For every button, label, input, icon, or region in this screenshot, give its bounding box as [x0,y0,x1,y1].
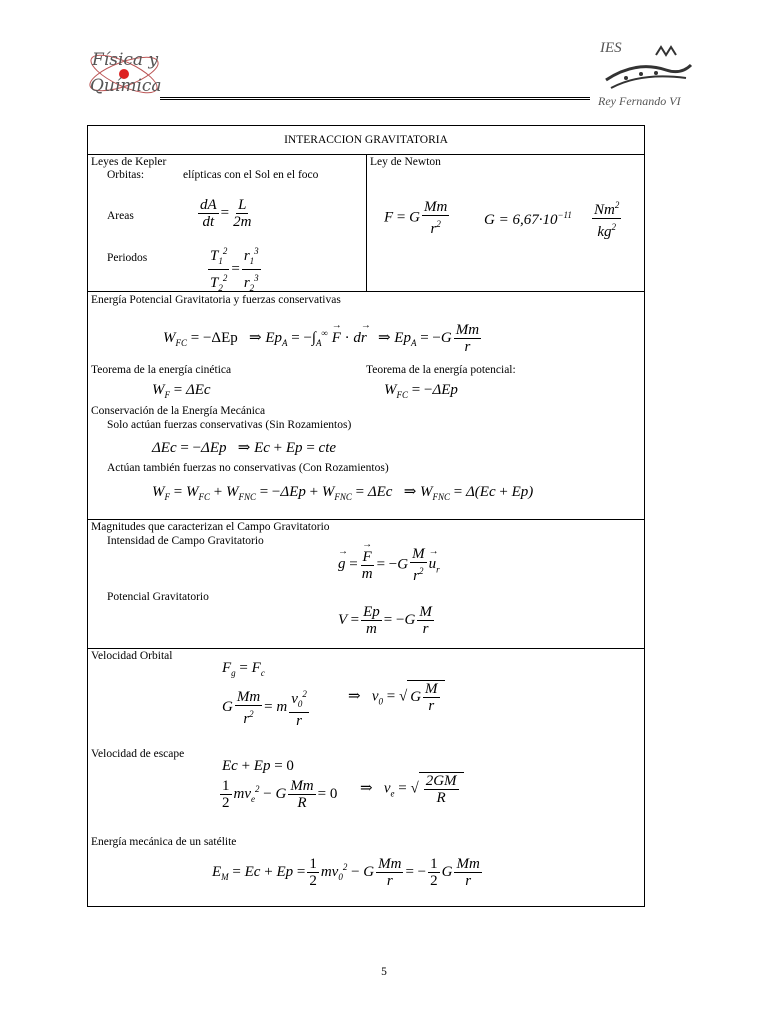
row-divider [87,519,645,520]
page-number: 5 [381,966,387,978]
logo-text-2: Química [90,76,162,96]
col-divider [366,154,367,291]
escape-formula-2: $\frac{1}{2}$ $mv_e^2 - G$ $\frac{Mm}{R}$ = 0 [222,778,338,811]
potencial-label: Potencial Gravitatorio [107,591,209,603]
areas-label: Areas [107,210,134,222]
teorema-ec-label: Teorema de la energía cinética [91,364,232,376]
teorema-ec-formula: $W_F = \Delta Ec$ [152,382,211,400]
header-rule [160,97,590,100]
orbital-result: ⇒ $v_0$ = √ G $\frac{M}{r}$ [348,680,445,714]
no-conservativas-label: Actúan también fuerzas no conservativas (Con Rozamientos) [107,462,389,474]
orbital-formula-1: $F_g = F_c$ [222,660,265,678]
escape-label: Velocidad de escape [91,748,185,760]
conservacion-formula: ΔEc = −ΔEp ⇒ Ec + Ep = cte [152,440,337,456]
row-divider [87,648,645,649]
kepler-heading: Leyes de Kepler [91,156,167,168]
escape-formula-1: Ec + Ep = 0 [222,758,294,774]
g-value: G = 6,67·10 [484,212,558,228]
energia-satelite-label: Energía mecánica de un satélite [91,836,237,848]
orbitas-label: Orbitas: [107,169,145,181]
logo-text-1: Física y [92,50,159,70]
logo-fisica-quimica [84,42,174,102]
escape-result: ⇒ $v_e$ = √ $\frac{2GM}{R}$ [360,772,464,806]
logo-ies-text: IES [600,40,622,56]
row-divider [87,291,645,292]
solo-conservativas-label: Solo actúan fuerzas conservativas (Sin Rozamientos) [107,419,352,431]
energia-satelite-formula: $E_M = Ec + Ep$ = $\frac{1}{2}$ $mv_0^2 - G$ $\frac{Mm}{r}$ = − $\frac{1}{2}$ G $\frac{Mm}{r}$ [212,856,480,889]
potencial-formula: V = $\frac{Ep}{m}$ = −G $\frac{M}{r}$ [338,604,432,637]
periodos-label: Periodos [107,252,148,264]
logo-ies-rey-fernando [596,40,696,110]
logo-rey-text: Rey Fernando VI [598,94,681,108]
teorema-ep-formula: $W_{FC} = -\Delta Ep$ [384,382,458,400]
no-conservativas-formula: $W_F = W_{FC} + W_{FNC} = -\Delta Ep + W_{FNC} = \Delta Ec$ ⇒ $W_{FNC} = \Delta(Ec + Ep)$ [152,484,534,502]
page-title: INTERACCION GRAVITATORIA [284,134,448,146]
orbital-heading: Velocidad Orbital [91,650,173,662]
campo-heading: Magnitudes que caracterizan el Campo Gravitatorio [91,521,330,533]
g-constant [484,207,572,228]
orbital-formula-2: G $\frac{Mm}{r^2}$ = m $\frac{v_0^2}{r}$ [222,686,311,729]
work-potential-formula: $W_{FC} = -\Delta Ep$ ⇒ $Ep_A = -\int_A^\infty \to F \cdot d\to r$ ⇒ $Ep_A = -G$ $\frac{Mm}{r}$ [163,322,483,355]
g-units: $\frac{Nm^2}{kg^2}$ [590,197,623,240]
intensidad-label: Intensidad de Campo Gravitatorio [107,535,264,547]
energia-heading: Energía Potencial Gravitatoria y fuerzas conservativas [91,294,341,306]
g-exponent: −11 [557,210,572,220]
intensidad-formula: → g = → $\frac{F}{m}$ = −G $\frac{M}{r^2}$ → $u_r$ [338,546,440,584]
newton-heading: Ley de Newton [370,156,441,168]
periodos-formula: $\frac{T_1^2}{T_2^2}$ = $\frac{r_1^3}{r_2^3}$ [206,243,263,296]
orbitas-text: elípticas con el Sol en el foco [183,169,319,181]
areas-formula: $\frac{dA}{dt}$ = $\frac{L}{2m}$ [200,197,252,230]
newton-formula: F = G $\frac{Mm}{r^2}$ [384,199,448,237]
conservacion-label: Conservación de la Energía Mecánica [91,405,266,417]
teorema-ep-label: Teorema de la energía potencial: [366,364,516,376]
